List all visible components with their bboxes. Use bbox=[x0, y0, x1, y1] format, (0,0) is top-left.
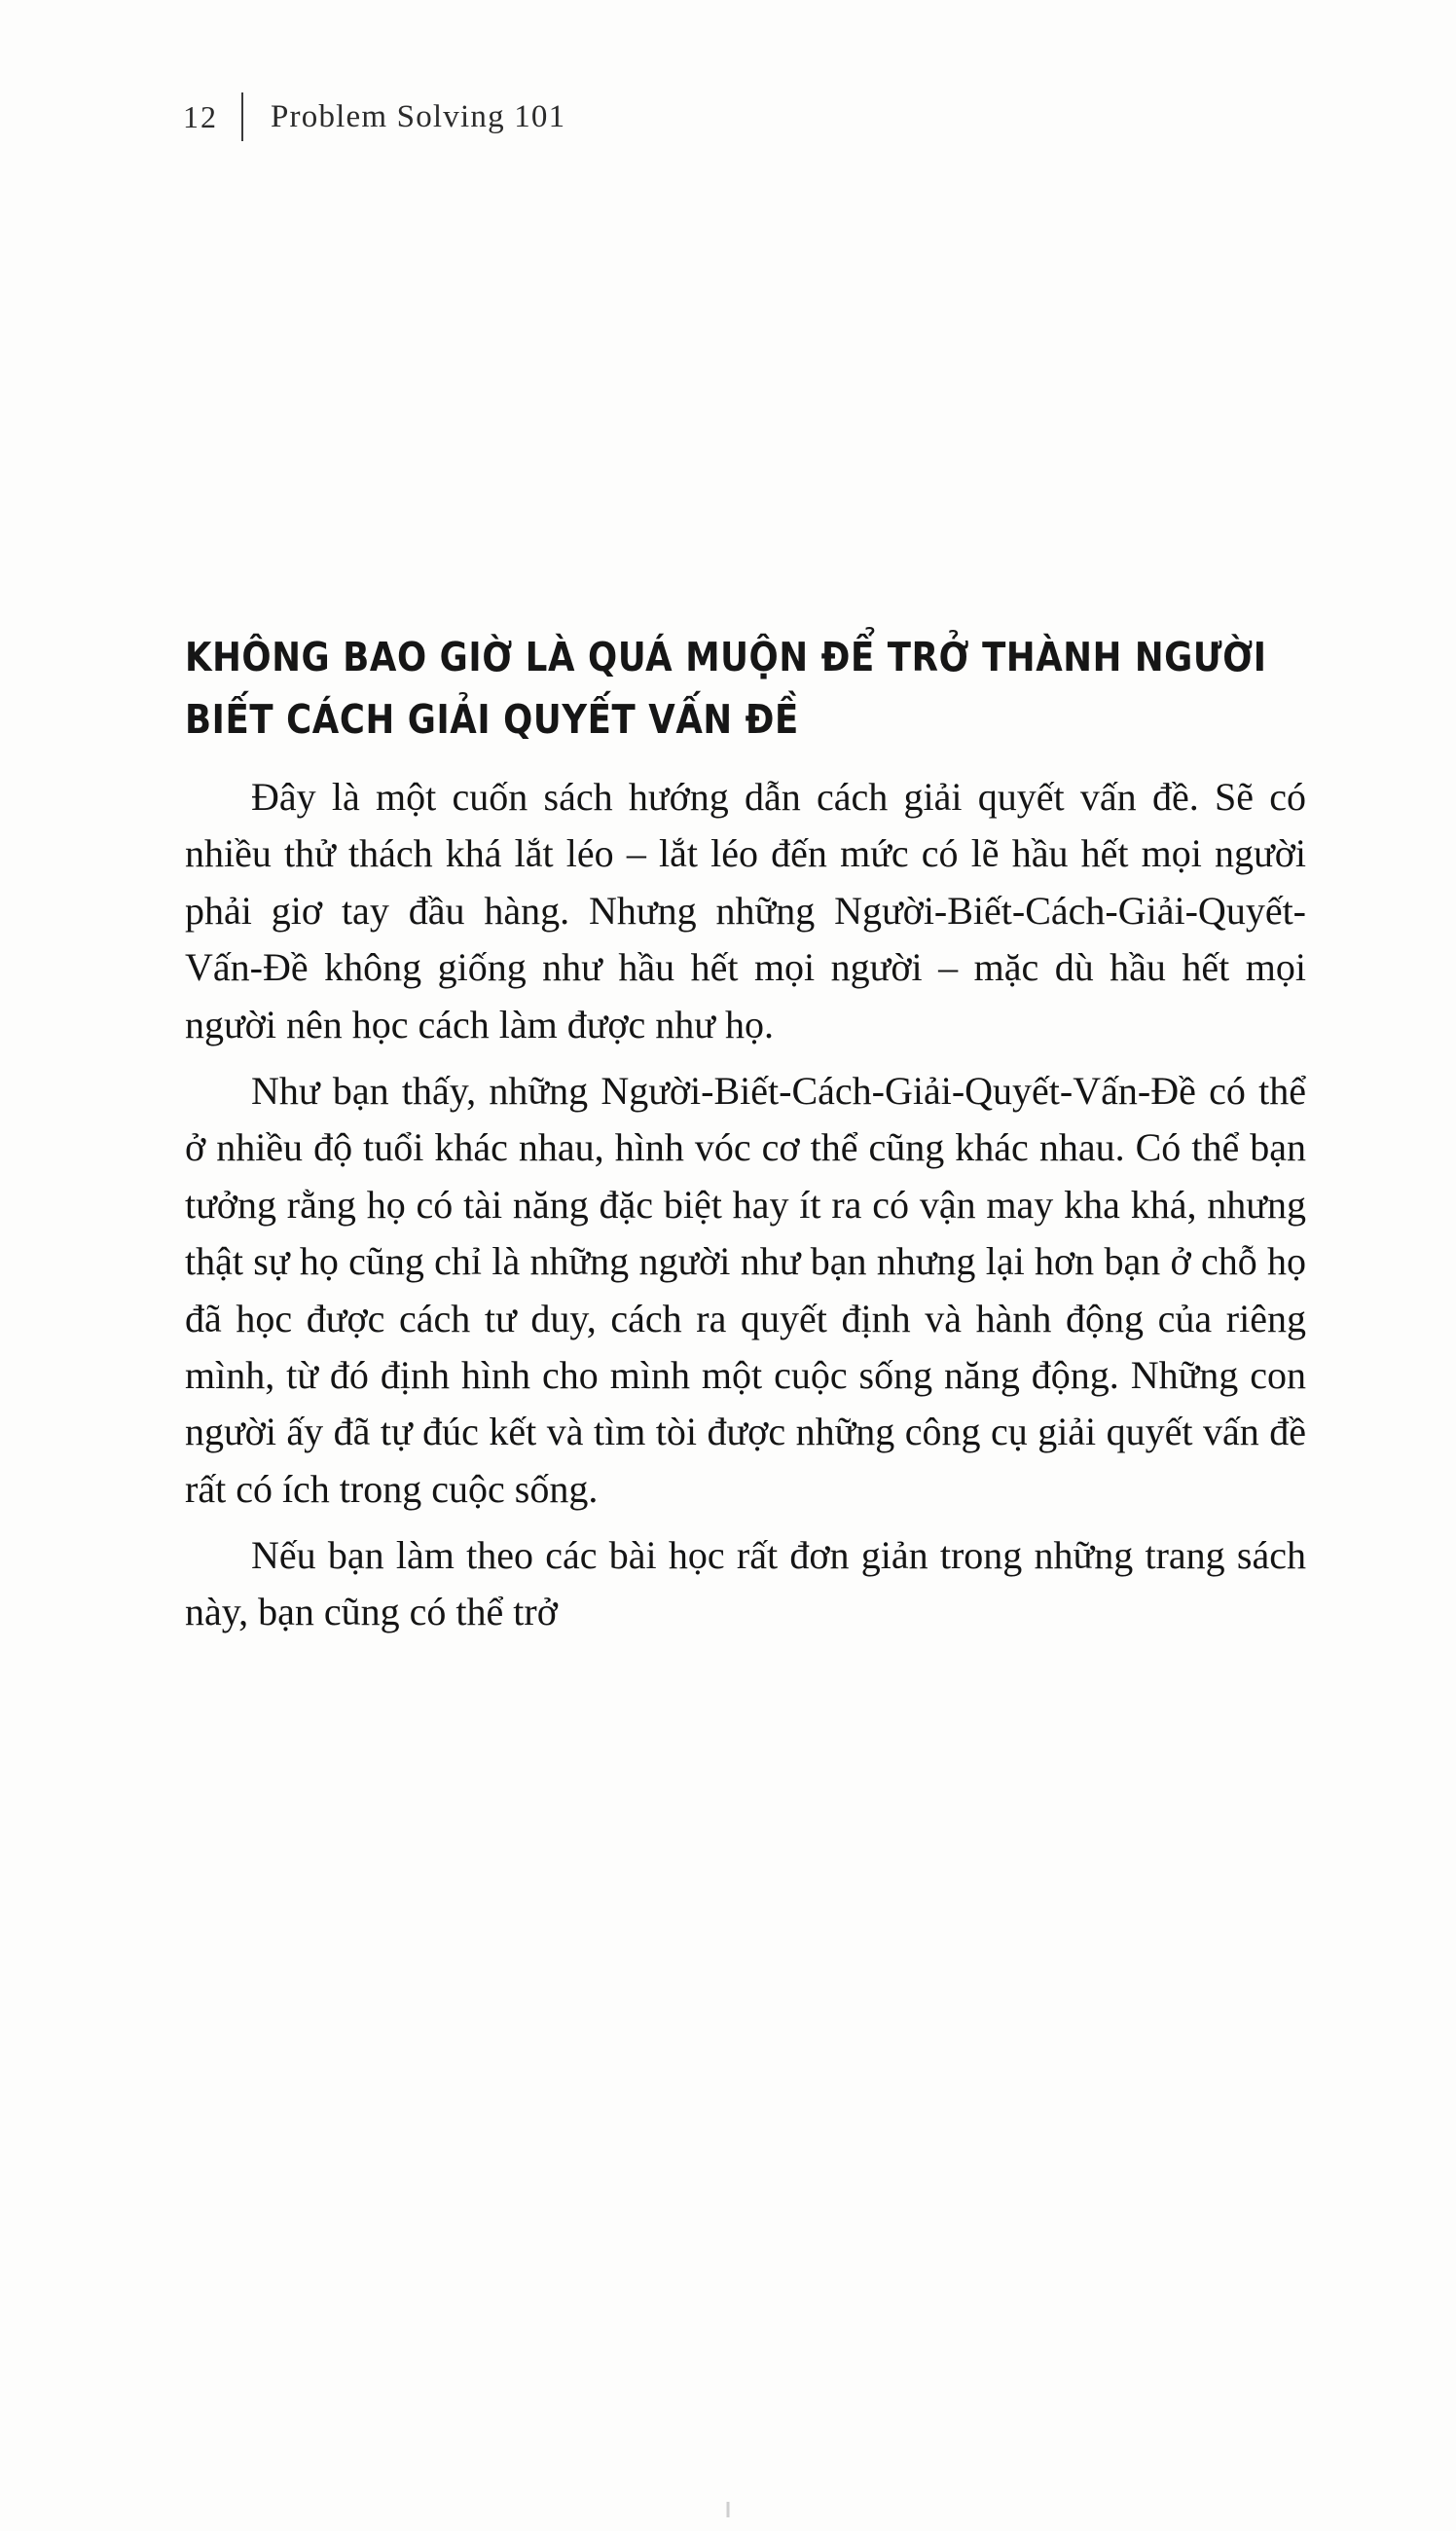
page-gutter-mark bbox=[727, 2502, 730, 2517]
section-heading: KHÔNG BAO GIỜ LÀ QUÁ MUỘN ĐỂ TRỞ THÀNH NGƯỜI BIẾT CÁCH GIẢI QUYẾT VẤN ĐỀ bbox=[185, 634, 1267, 744]
paragraph: Đây là một cuốn sách hướng dẫn cách giải quyết vấn đề. Sẽ có nhiều thử thách khá lắt léo – lắt léo đến mức có lẽ hầu hết mọi người phải giơ tay đầu hàng. Nhưng những Người-Biết-Cách-Giải-Quyết-Vấn-Đề không giống như hầu hết mọi người – mặc dù hầu hết mọi người nên học cách làm được như họ. bbox=[185, 775, 1306, 1046]
paragraph: Như bạn thấy, những Người-Biết-Cách-Giải-Quyết-Vấn-Đề có thể ở nhiều độ tuổi khác nhau, hình vóc cơ thể cũng khác nhau. Có thể bạn tưởng rằng họ có tài năng đặc biệt hay ít ra có vận may kha khá, nhưng thật sự họ cũng chỉ là những người như bạn nhưng lại hơn bạn ở chỗ họ đã học được cách tư duy, cách ra quyết định và hành động của riêng mình, từ đó định hình cho mình một cuộc sống năng động. Những con người ấy đã tự đúc kết và tìm tòi được những công cụ giải quyết vấn đề rất có ích trong cuộc sống. bbox=[185, 1068, 1306, 1511]
paragraph: Nếu bạn làm theo các bài học rất đơn giản trong những trang sách này, bạn cũng có thể trở bbox=[185, 1533, 1306, 1634]
body-text bbox=[185, 769, 1306, 1641]
running-head bbox=[183, 90, 565, 144]
running-title: Problem Solving 101 bbox=[271, 98, 566, 134]
page-number: 12 bbox=[183, 98, 218, 134]
